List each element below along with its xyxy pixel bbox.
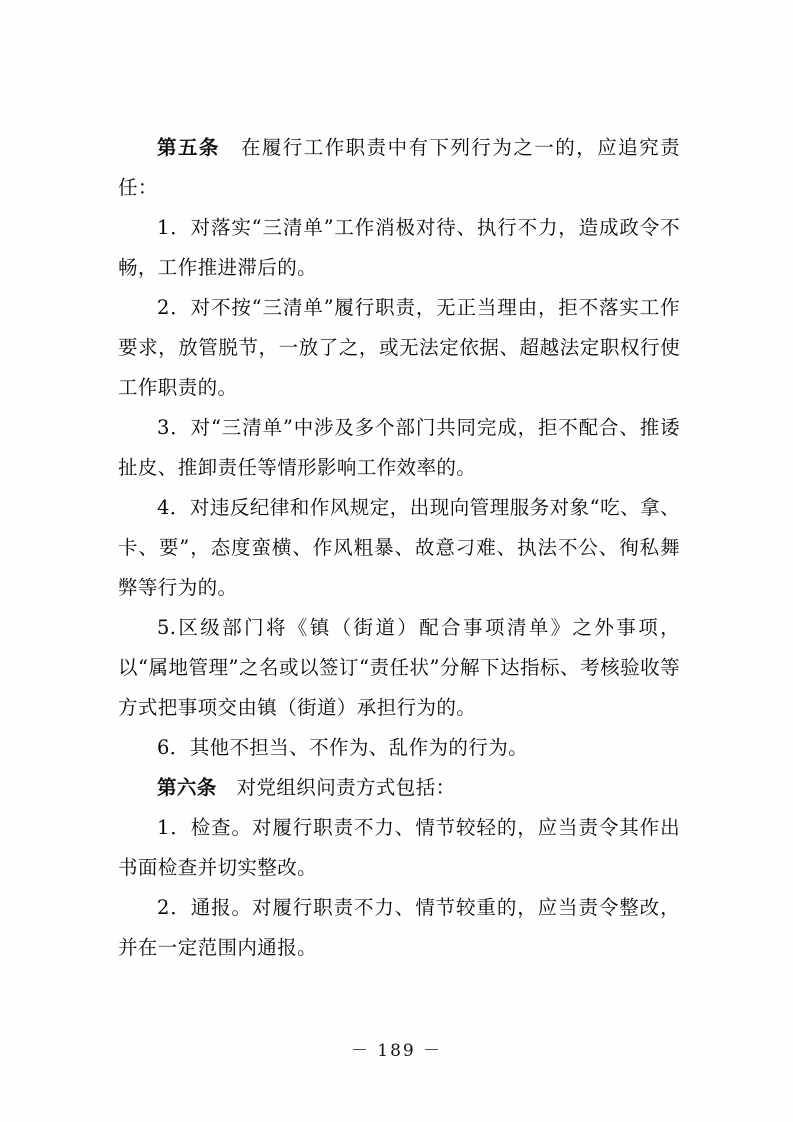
paragraph-text: 5.区级部门将《镇（街道）配合事项清单》之外事项，以“属地管理”之名或以签订“责任状”分解下达指标、考核验收等方式把事项交由镇（街道）承担行为的。 — [118, 616, 680, 719]
article-heading: 第五条 — [157, 136, 220, 159]
paragraph-text: 6．其他不担当、不作为、乱作为的行为。 — [157, 736, 529, 759]
article-heading: 第六条 — [157, 776, 217, 799]
paragraph-item-5-1 — [118, 208, 680, 288]
paragraph-text: 1．检查。对履行职责不力、情节较轻的，应当责令其作出书面检查并切实整改。 — [118, 816, 680, 879]
paragraph-text: 对党组织问责方式包括： — [216, 776, 456, 799]
paragraph-item-5-4 — [118, 488, 680, 608]
paragraph-item-5-5 — [118, 608, 680, 728]
paragraph-text: 1．对落实“三清单”工作消极对待、执行不力，造成政令不畅，工作推进滞后的。 — [118, 216, 680, 279]
paragraph-item-5-2 — [118, 288, 680, 408]
paragraph-item-5-3 — [118, 408, 680, 488]
paragraph-article-6 — [118, 768, 680, 808]
paragraph-item-6-2 — [118, 888, 680, 968]
paragraph-text: 3．对“三清单”中涉及多个部门共同完成，拒不配合、推诿扯皮、推卸责任等情形影响工作效率的。 — [118, 416, 680, 479]
paragraph-text: 2．对不按“三清单”履行职责，无正当理由，拒不落实工作要求，放管脱节，一放了之，或无法定依据、超越法定职权行使工作职责的。 — [118, 296, 680, 399]
page-number: － 189 － — [350, 1041, 443, 1061]
page-body — [118, 128, 680, 968]
paragraph-text: 在履行工作职责中有下列行为之一的，应追究责任： — [118, 136, 680, 199]
paragraph-text: 4．对违反纪律和作风规定，出现向管理服务对象“吃、拿、卡、要”，态度蛮横、作风粗暴、故意刁难、执法不公、徇私舞弊等行为的。 — [118, 496, 680, 599]
paragraph-text: 2．通报。对履行职责不力、情节较重的，应当责令整改，并在一定范围内通报。 — [118, 896, 680, 959]
paragraph-item-5-6 — [118, 728, 680, 768]
paragraph-article-5 — [118, 128, 680, 208]
paragraph-item-6-1 — [118, 808, 680, 888]
